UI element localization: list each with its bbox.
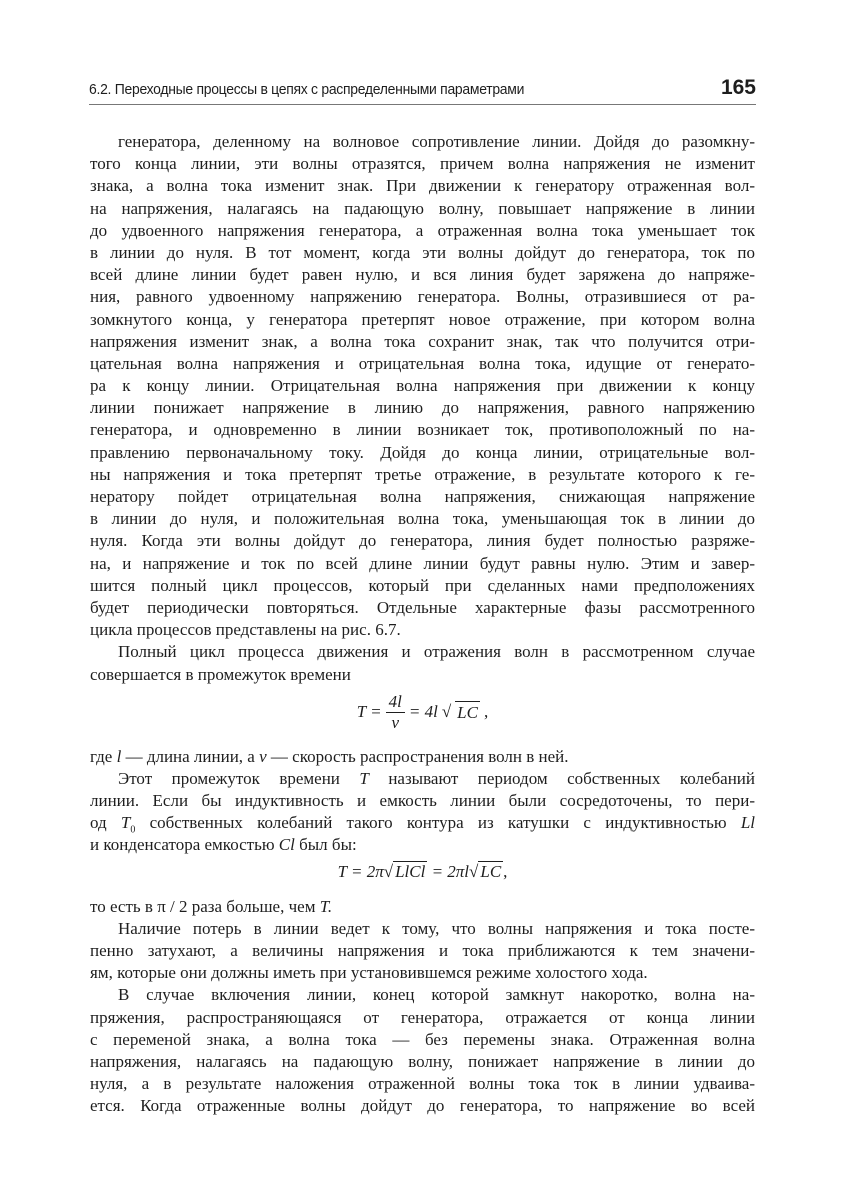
fraction [386, 692, 405, 733]
text-line [90, 896, 755, 918]
text-line: ния, равного удвоенному напряжению генератора. Волны, отразившиеся от ра- [90, 287, 755, 307]
text-line: на напряжения, налагаясь на падающую волну, повышает напряжение в линии [90, 198, 755, 218]
formula-radicand: LC [480, 861, 502, 881]
text-line [90, 768, 755, 790]
sqrt-icon: √ [469, 861, 479, 881]
math-var: l [116, 746, 122, 766]
fraction-denominator: v [391, 712, 400, 732]
math-var: Ll [740, 813, 755, 833]
text-line: нуля. Когда эти волны дойдут до генератора, линия будет полностью разряже- [90, 531, 755, 551]
text-line: в линии до нуля. В тот момент, когда эти волны дойдут до генератора, ток по [90, 242, 755, 262]
text-line: ны напряжения и тока претерпят третье отражение, в результате которого к ге- [90, 464, 755, 484]
text: где [90, 746, 113, 766]
text-line: нератору пойдет отрицательная волна напряжения, снижающая напряжение [90, 487, 755, 506]
text-line: в линии до нуля, и положительная волна тока, уменьшающая ток в линии до [90, 509, 755, 529]
text: называют периодом собственных колебаний [388, 768, 756, 788]
text-line: ям, которые они должны иметь при установившемся режиме холостого хода. [90, 963, 648, 983]
text: од [90, 813, 107, 833]
text-line: напряжения изменит знак, а волна тока сохранит знак, так что получится отри- [90, 331, 755, 351]
text-line: зомкнутого конца, у генератора претерпят новое отражение, при котором волна [90, 309, 755, 329]
text: Этот промежуток времени [118, 768, 340, 788]
text-line: линии понижает напряжение в линию до напряжения, равного напряжению [90, 398, 755, 418]
text-line: с переменой знака, а волна тока — без перемены знака. Отраженная волна [90, 1029, 755, 1049]
subscript: 0 [130, 824, 136, 836]
formula-lhs: T = [356, 702, 382, 722]
running-header [89, 76, 756, 105]
formula-tail: , [503, 861, 508, 881]
text-line: линии. Если бы индуктивность и емкость линии были сосредоточены, то пери- [90, 791, 755, 811]
text: — длина линии, а [125, 746, 255, 766]
text: был бы: [299, 835, 357, 855]
text-line: генератора, деленному на волновое сопротивление линии. Дойдя до разомкну- [118, 132, 755, 151]
text-line: шится полный цикл процессов, который при сделанных нами предположениях [90, 575, 755, 595]
formula-eq: = 2πl [431, 861, 470, 881]
math-expr: π / 2 [157, 896, 188, 916]
text-line [90, 746, 755, 768]
math-var: Cl [278, 835, 295, 855]
text-line: совершается в промежуток времени [90, 664, 351, 684]
text-line [90, 812, 755, 834]
math-var: T [359, 768, 369, 788]
formula-tail: , [483, 702, 489, 722]
text-line: ра к концу линии. Отрицательная волна напряжения при движении к концу [90, 376, 755, 396]
text: собственных колебаний такого контура из катушки с индуктивностью [149, 813, 727, 833]
math-var: v [259, 746, 267, 766]
text-line: правлению первоначальному току. Дойдя до конца линии, отрицательные вол- [90, 442, 755, 462]
text-line: знака, а волна тока изменит знак. При движении к генератору отраженная вол- [90, 176, 755, 196]
text-line: нуля, а в результате наложения отраженной волны тока ток в линии удваива- [90, 1074, 755, 1094]
formula-radicand: LC [455, 701, 480, 724]
text: то есть в [90, 896, 153, 916]
page-body [90, 131, 755, 1118]
text-line: всей длине линии будет равен нулю, и вся линия будет заряжена до напряже- [90, 265, 755, 285]
paragraph [90, 918, 755, 985]
text-line: ется. Когда отраженные волны дойдут до генератора, то напряжение во всей [90, 1096, 755, 1116]
paragraph [90, 641, 755, 685]
text-line: Наличие потерь в линии ведет к тому, что волны напряжения и тока посте- [118, 918, 755, 938]
text-line: пряжения, распространяющаяся от генератора, отражается от конца линии [90, 1007, 755, 1027]
text-line: пенно затухают, а величины напряжения и тока приближаются к тем значени- [90, 941, 755, 960]
math-var-T: T [120, 813, 131, 833]
text: раза больше, чем [191, 896, 316, 916]
text-line: цикла процессов представлены на рис. 6.7. [90, 620, 401, 640]
text-line: напряжения, налагаясь на падающую волну, понижает напряжение в линии до [90, 1051, 755, 1071]
text-line: В случае включения линии, конец которой замкнут накоротко, волна на- [118, 985, 755, 1005]
math-var [120, 813, 136, 836]
formula-radicand: LlCl [395, 861, 426, 881]
formula-lumped-period [90, 857, 755, 896]
fraction-numerator: 4l [386, 692, 405, 713]
text-line: цательная волна напряжения и отрицательная волна тока, идущие от генерато- [90, 353, 755, 373]
page-number: 165 [720, 76, 756, 99]
formula-period [90, 686, 755, 746]
running-title: 6.2. Переходные процессы в цепях с распределенными параметрами [89, 81, 525, 98]
text-line: будет периодически повторяться. Отдельные характерные фазы рассмотренного [90, 597, 755, 617]
text-line: на, и напряжение и ток по всей длине линии будут равны нулю. Этим и завер- [90, 553, 755, 573]
formula-lhs: T = 2π [337, 861, 384, 881]
paragraph [90, 984, 755, 1117]
text-line: того конца линии, эти волны отразятся, причем волна напряжения не изменит [90, 154, 755, 174]
text-line: генератора, и одновременно в линии возникает ток, противоположный по на- [90, 420, 755, 440]
formula-eq: = 4l [408, 702, 438, 722]
paragraph [90, 131, 755, 641]
text: — скорость распространения волн в ней. [270, 746, 569, 766]
math-var: T. [319, 896, 333, 916]
text-line [90, 834, 755, 856]
text-line: до удвоенного напряжения генератора, а отраженная волна тока уменьшает ток [90, 220, 755, 240]
text: и конденсатора емкостью [90, 835, 275, 855]
sqrt-icon: √ [383, 861, 394, 881]
sqrt-icon: √ [441, 702, 452, 722]
text-line: Полный цикл процесса движения и отражения волн в рассмотренном случае [118, 642, 755, 662]
